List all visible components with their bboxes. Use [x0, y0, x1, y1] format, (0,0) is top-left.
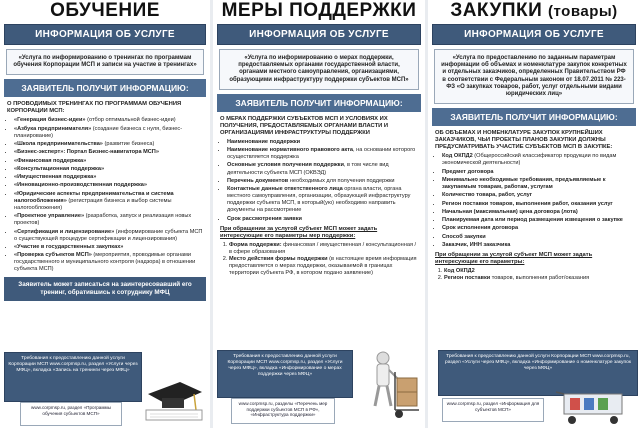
list-item-bold: «Бизнес-эксперт»: Портал Бизнес-навигатора МСП» — [14, 149, 159, 156]
footer-link-box: www.corpmsp.ru, раздел «Программы обучения субъектов МСП» — [20, 402, 122, 426]
list-item-bold: Форма поддержки: — [229, 241, 282, 248]
list-item-text: (создание бизнеса с нуля, бизнес-планирование) — [14, 125, 183, 139]
list-item — [442, 217, 633, 224]
list-item-text: товаров, выполнения работ/оказания — [490, 275, 590, 282]
list-item-bold: Контактные данные ответственного лица — [227, 186, 343, 193]
section-heading: ОБ ОБЪЕМАХ И НОМЕНКЛАТУРЕ ЗАКУПОК КРУПНЕЙШИХ ЗАКАЗЧИКОВ, ЧЬИ ПРОЕКТЫ ПЛАНОВ ЗАКУПКИ ДОЛЖНЫ ПРЕДУСМАТРИВАТЬ УЧАСТИЕ СУБЪЕКТОВ МСП В ЗАКУПКЕ: — [435, 130, 613, 151]
list-item-text: , на основании которого осуществляется поддержка — [227, 147, 416, 161]
list-item-bold: Количество товара, работ, услуг — [442, 192, 533, 199]
list-item-bold: «Инновационно-производственная поддержка» — [14, 182, 148, 189]
column-title-main: ЗАКУПКИ — [450, 0, 543, 21]
list-item-bold: Наименование нормативного правового акта — [227, 147, 354, 154]
list-item — [227, 186, 418, 214]
footer-requirements-box: Требования к предоставлению данной услуги Корпорации МСП www.corpmsp.ru, раздел «Услуги через МФЦ», вкладка «Информирование о мерах поддержки через МФЦ» — [217, 350, 353, 398]
cart-illustration — [554, 390, 636, 426]
list-item-bold: Место действия формы поддержки — [229, 256, 328, 263]
list-item-text: (регистрация бизнеса и выбор системы налогообложения) — [14, 197, 172, 211]
footer-requirements-box: Требования к предоставлению данной услуги Корпорации МСП www.corpmsp.ru, раздел «Услуги через МФЦ», вкладка «Информирование о номенклатуре закупок через МФЦ» — [438, 350, 638, 396]
list-item-bold: Минимально необходимые требования, предъявляемые к закупаемым товарам, работам, услугам — [442, 176, 606, 190]
list-item — [14, 213, 203, 227]
list-item-bold: Основные условия получения поддержки — [227, 162, 344, 169]
list-item — [444, 268, 633, 275]
list-item — [227, 216, 418, 223]
list-item-bold: Код ОКПД2 — [444, 268, 475, 275]
list-item-bold: Начальная (максимальная) цена договора (лота) — [442, 208, 578, 215]
list-item-bold: Регион поставки — [444, 275, 491, 282]
column-footer — [428, 348, 640, 428]
column-title — [428, 0, 640, 22]
list-item-bold: «Имущественная поддержка» — [14, 174, 97, 181]
column-support — [213, 0, 425, 428]
procurement-params-list — [428, 268, 640, 282]
support-list — [213, 139, 425, 223]
list-item-text: , в том числе вид деятельности субъекта МСП (ОКВЭД) — [227, 162, 389, 176]
service-quote: «Услуга по информированию о мерах поддержки, предоставляемых органами государственной власти, органами местного самоуправления, организациями, образующими инфраструктуру поддержки субъектов МСП» — [219, 49, 419, 90]
list-item-bold: Планируемая дата или период размещения извещения о закупке — [442, 217, 623, 224]
list-item-text: (информирование субъекта МСП о существующей процедуре сертификации и лицензирования) — [14, 228, 203, 242]
list-item-bold: Способ закупки — [442, 233, 486, 240]
list-item-text: необходимых для получения поддержки — [288, 177, 395, 184]
list-item — [14, 149, 203, 156]
column-procurement — [428, 0, 640, 428]
signup-callout: Заявитель может записаться на заинтересовавший его тренинг, обратившись к сотруднику МФЦ — [4, 277, 206, 301]
service-info-header: ИНФОРМАЦИЯ ОБ УСЛУГЕ — [4, 24, 206, 45]
list-item — [442, 201, 633, 208]
list-item — [444, 275, 633, 282]
list-item-bold: «Проектное управление» — [14, 213, 85, 220]
list-item — [14, 174, 203, 181]
section-heading: О ПРОВОДИМЫХ ТРЕНИНГАХ ПО ПРОГРАММАМ ОБУЧЕНИЯ КОРПОРАЦИИ МСП: — [7, 101, 182, 115]
service-info-header: ИНФОРМАЦИЯ ОБ УСЛУГЕ — [432, 24, 636, 45]
list-item-text: финансовая / имущественная / консультационная / в сфере образования — [229, 241, 417, 256]
list-item — [442, 234, 633, 241]
list-item-bold: Перечень документов — [227, 177, 289, 184]
list-item — [14, 166, 203, 173]
service-quote: «Услуга по предоставлению по заданным параметрам информации об объемах и номенклатуре закупок конкретных и отдельных заказчиков, определенных Правительством РФ в соответствии с Федеральным законом от 18.07.2011 № 223-ФЗ «О закупках товаров, работ, услуг отдельными видами юридических лиц» — [434, 49, 634, 104]
list-item — [442, 192, 633, 199]
list-item-bold: «Генерация бизнес-идеи» — [14, 117, 86, 124]
params-heading: При обращении за услугой субъект МСП может задать интересующие его параметры мер поддержки: — [220, 225, 378, 239]
column-footer — [213, 346, 425, 428]
list-item-text: (отбор оптимальной бизнес-идеи) — [85, 117, 176, 124]
service-info-header: ИНФОРМАЦИЯ ОБ УСЛУГЕ — [217, 24, 421, 45]
column-training — [0, 0, 210, 428]
list-item-text: (разработка, запуск и реализация новых проектов) — [14, 213, 192, 227]
list-item-bold: Срок рассмотрения заявки — [227, 215, 302, 222]
list-item-bold: «Финансовая поддержка» — [14, 157, 87, 164]
list-item — [442, 169, 633, 176]
procurement-list — [428, 153, 640, 249]
service-quote: «Услуга по информированию о тренингах по программам обучения Корпорации МСП и записи на участие в тренингах» — [6, 49, 204, 75]
list-item — [227, 147, 418, 161]
column-title: МЕРЫ ПОДДЕРЖКИ — [221, 0, 417, 21]
column-title-suffix: (товары) — [548, 3, 618, 20]
list-item — [442, 242, 633, 249]
list-item-text: (мероприятия, проводимые органами государственного и муниципального контроля (надзора) в отношении субъекта МСП) — [14, 252, 196, 273]
shopping-cart-icon — [554, 390, 636, 426]
column-title: ОБУЧЕНИЕ — [50, 0, 160, 21]
list-item — [14, 158, 203, 165]
list-item-bold: «Консультационная поддержка» — [14, 165, 105, 172]
footer-link-box: www.corpmsp.ru, разделы «Перечень мер поддержки субъектов МСП в РФ», «Инфраструктура поддержки» — [231, 398, 335, 424]
list-item-bold: Заказчик, ИНН заказчика — [442, 241, 511, 248]
list-item-bold: Срок исполнения договора — [442, 225, 519, 232]
footer-link-box: www.corpmsp.ru, раздел «Информация для субъектов МСП» — [442, 398, 544, 422]
list-item — [442, 225, 633, 232]
graduation-cap-illustration — [140, 354, 206, 424]
list-item — [229, 256, 418, 277]
list-item — [14, 117, 203, 124]
list-item — [14, 126, 203, 140]
list-item — [229, 242, 418, 256]
list-item — [14, 191, 203, 212]
list-item-bold: Код ОКПД2 — [442, 153, 473, 160]
list-item-bold: «Проверка субъектов МСП» — [14, 252, 92, 259]
list-item-bold: «Школа предпринимательства» — [14, 141, 103, 148]
list-item-text: органа власти, органа местного самоуправления, организации, образующей инфраструктуру поддержки субъекта МСП, в который(ую) необходимо направить документы на рассмотрение — [227, 186, 411, 214]
list-item — [442, 153, 633, 167]
applicant-info-band: ЗАЯВИТЕЛЬ ПОЛУЧИТ ИНФОРМАЦИЮ: — [217, 94, 421, 112]
list-item-text: (развитие бизнеса) — [102, 141, 155, 148]
list-item — [14, 141, 203, 148]
list-item-text: (Общероссийский классификатор продукции по видам экономической деятельности) — [442, 153, 617, 167]
list-item — [227, 139, 418, 146]
hand-truck-icon — [353, 348, 423, 426]
list-item-text: (в настоящее время информация предоставляется о мерах поддержки, оказываемой в границах территории субъекта РФ, в котором подано заявление) — [229, 256, 417, 277]
applicant-info-band: ЗАЯВИТЕЛЬ ПОЛУЧИТ ИНФОРМАЦИЮ: — [432, 108, 636, 126]
list-item-bold: «Сертификация и лицензирование» — [14, 228, 115, 235]
list-item-bold: «Участие в государственных закупках» — [14, 243, 124, 250]
training-list — [0, 117, 210, 273]
list-item-bold: «Юридические аспекты предпринимательства и система налогообложения» — [14, 190, 174, 204]
support-params-list — [213, 242, 425, 277]
applicant-info-band: ЗАЯВИТЕЛЬ ПОЛУЧИТ ИНФОРМАЦИЮ: — [4, 79, 206, 97]
params-heading: При обращении за услугой субъект МСП может задать интересующие его параметры: — [435, 252, 593, 266]
list-item — [442, 209, 633, 216]
list-item — [227, 162, 418, 176]
list-item-bold: Регион поставки товаров, выполнения работ, оказания услуг — [442, 200, 613, 207]
list-item — [14, 229, 203, 243]
list-item — [14, 182, 203, 189]
list-item-bold: Предмет договора — [442, 168, 494, 175]
hand-truck-illustration — [353, 348, 423, 426]
list-item — [14, 244, 203, 251]
list-item-bold: «Азбука предпринимателя» — [14, 125, 92, 132]
list-item — [14, 252, 203, 273]
graduation-cap-icon — [140, 354, 206, 424]
column-footer — [0, 350, 210, 428]
list-item — [442, 177, 633, 191]
footer-requirements-box: Требования к предоставлению данной услуги Корпорации МСП www.corpmsp.ru, раздел «Услуги через МФЦ», вкладка «Запись на тренинги через МФЦ» — [4, 352, 142, 402]
list-item-bold: Наименование поддержки — [227, 138, 301, 145]
section-heading: О МЕРАХ ПОДДЕРЖКИ СУБЪЕКТОВ МСП И УСЛОВИЯХ ИХ ПОЛУЧЕНИЯ, ПРЕДОСТАВЛЯЕМЫХ ОРГАНАМИ ВЛАСТИ И ОРГАНИЗАЦИЯМИ ИНФРАСТРУКТУРЫ ПОДДЕРЖКИ — [220, 115, 389, 136]
list-item — [227, 178, 418, 185]
